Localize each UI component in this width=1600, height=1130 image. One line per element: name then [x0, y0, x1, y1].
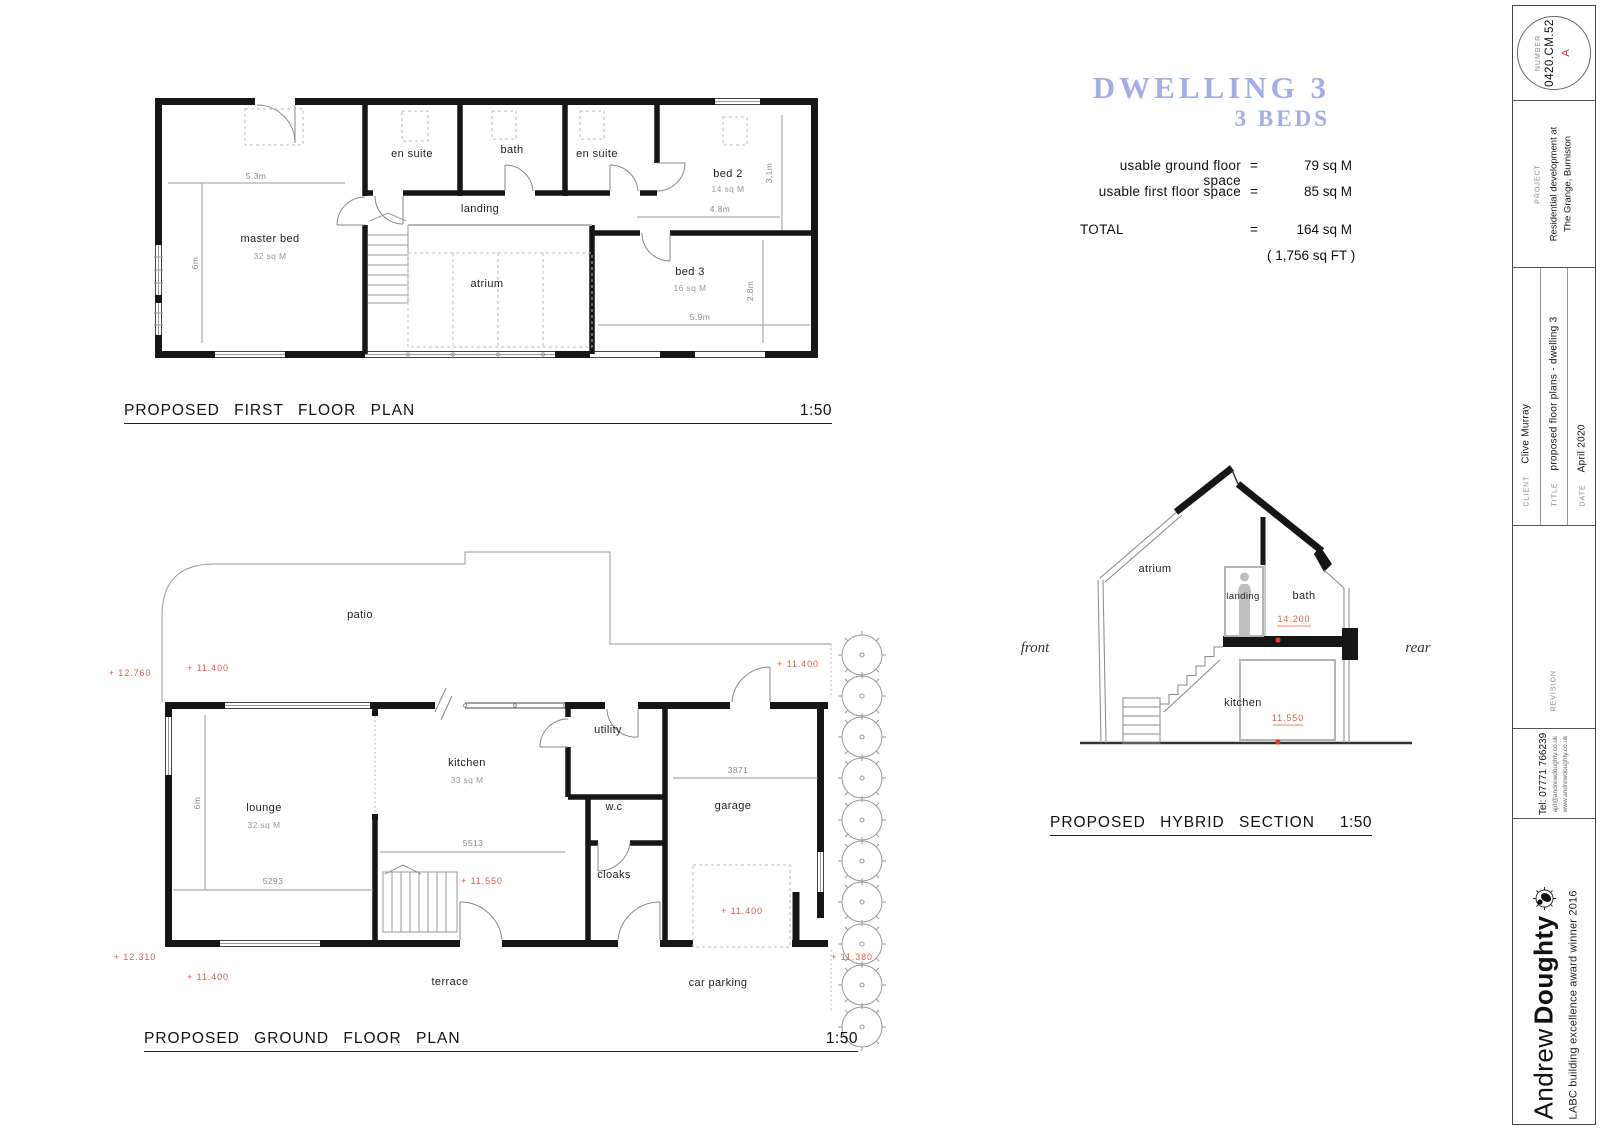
person-silhouette	[1238, 573, 1251, 637]
area-row-ground	[1080, 158, 1352, 188]
ground-floor-plan-drawing	[90, 540, 900, 1050]
section-label-kitchen: kitchen	[1224, 697, 1262, 709]
first-floor-plan-title	[124, 402, 832, 424]
bee-icon	[1531, 885, 1557, 911]
section-label-front: front	[1020, 640, 1050, 656]
plan-scale: 1:50	[1339, 814, 1372, 831]
dim-master-width: 5.3m	[245, 171, 267, 181]
date-column	[1568, 268, 1595, 525]
total-value: 164 sq M	[1296, 222, 1352, 237]
plan-scale: 1:50	[799, 402, 832, 419]
level-marker: + 11.400	[187, 663, 229, 673]
level-marker: + 11.380	[831, 952, 873, 962]
stairs-icon	[383, 865, 457, 932]
level-marker: + 11.550	[461, 876, 503, 886]
level-marker: + 12.310	[113, 952, 157, 962]
wall-post	[372, 710, 378, 716]
dwelling-subtitle: 3 BEDS	[1234, 106, 1330, 131]
spacer	[1080, 210, 1352, 222]
date-value: April 2020	[1576, 423, 1588, 472]
titleblock-contact-section	[1513, 729, 1595, 819]
room-area-bed3: 16 sq M	[673, 283, 707, 293]
drawing-title: proposed floor plans - dwelling 3	[1548, 316, 1560, 470]
level-dot	[1275, 739, 1280, 744]
revision-label: REVISION	[1550, 670, 1558, 712]
room-label-lounge: lounge	[246, 802, 282, 814]
level-marker: 11.550	[1271, 713, 1305, 723]
area-row-total	[1080, 222, 1352, 248]
title-block	[1512, 5, 1596, 1125]
website-url: www.andrewdoughty.co.uk	[1561, 735, 1569, 812]
area-row-feet	[1080, 248, 1356, 274]
total-feet-value: ( 1,756 sq FT )	[1267, 248, 1356, 263]
room-label-garage: garage	[714, 800, 752, 812]
section-label-rear: rear	[1405, 640, 1431, 656]
titleblock-logo-section	[1513, 819, 1595, 1124]
drawing-number: 0420.CM.52	[1544, 19, 1557, 87]
equals-sign: =	[1250, 184, 1258, 199]
dim-lounge-width: 5293	[262, 876, 284, 886]
room-area-bed2: 14 sq M	[711, 184, 745, 194]
room-label-utility: utility	[594, 724, 622, 736]
dim-master-height: 6m	[190, 256, 200, 270]
room-label-atrium: atrium	[470, 278, 504, 290]
room-label-bath: bath	[500, 144, 524, 156]
area-schedule	[1080, 158, 1356, 274]
section-label-atrium: atrium	[1138, 563, 1172, 575]
room-area-master-bed: 32 sq M	[253, 251, 287, 261]
room-label-bed2: bed 2	[713, 168, 743, 180]
ridge-step	[1232, 470, 1238, 484]
titleblock-number-section	[1513, 6, 1595, 101]
revision-mark: A	[1560, 49, 1573, 57]
room-label-kitchen: kitchen	[448, 757, 486, 769]
section-label-bath: bath	[1292, 590, 1316, 602]
architect-logo	[1527, 824, 1562, 1119]
level-dot	[1275, 637, 1280, 642]
glazed-front	[1098, 511, 1182, 743]
room-area-kitchen: 33 sq M	[450, 775, 484, 785]
area-row-first	[1080, 184, 1352, 210]
fixture-outline	[245, 109, 747, 145]
dimension-line	[168, 115, 810, 343]
roof	[1176, 468, 1322, 551]
dim-bed2-height: 3.1m	[764, 162, 774, 184]
area-label: usable ground floor space	[1119, 158, 1241, 188]
wall-break-icon	[435, 688, 452, 720]
titleblock-revision-section	[1513, 526, 1595, 729]
plan-scale: 1:50	[825, 1030, 858, 1047]
drawing-title-label: TITLE	[1551, 481, 1559, 506]
level-marker: + 12.760	[108, 668, 152, 678]
room-label-wc: w.c	[605, 801, 623, 813]
atrium-void-outline	[408, 253, 592, 347]
room-label-cloaks: cloaks	[597, 869, 631, 881]
plan-title-text: PROPOSED HYBRID SECTION	[1050, 814, 1315, 831]
section-label-landing: landing	[1226, 591, 1260, 602]
dim-bed3-width: 5.9m	[689, 312, 711, 322]
wall-post	[372, 814, 378, 820]
plan-title-text: PROPOSED GROUND FLOOR PLAN	[144, 1030, 461, 1047]
email-address: ajd@andrewdoughty.co.uk	[1551, 735, 1559, 812]
project-name-line2: The Grange, Burniston	[1562, 135, 1574, 233]
client-column	[1513, 268, 1541, 525]
room-label-master-bed: master bed	[240, 233, 300, 245]
logo-first-name: Andrew	[1528, 1027, 1559, 1119]
area-label: usable first floor space	[1098, 184, 1241, 199]
slab-bearing	[1342, 628, 1358, 660]
dim-garage-width: 3871	[727, 765, 749, 775]
date-label: DATE	[1579, 483, 1587, 506]
hybrid-section-drawing	[980, 440, 1440, 760]
room-label-patio: patio	[347, 609, 373, 621]
phone-number: Tel: 07771 766239	[1537, 732, 1549, 815]
level-marker: + 11.400	[777, 659, 819, 669]
room-label-car-parking: car parking	[688, 977, 748, 989]
dim-kitchen-width: 5513	[462, 838, 484, 848]
level-marker: + 11.400	[187, 972, 229, 982]
titleblock-project-section	[1513, 101, 1595, 268]
client-name: Clive Murray	[1520, 403, 1532, 464]
room-label-landing: landing	[460, 203, 500, 215]
number-label: NUMBER	[1535, 34, 1543, 72]
award-text: LABC building excellence award winner 2016	[1567, 889, 1580, 1119]
area-value: 85 sq M	[1303, 184, 1352, 199]
plan-title-text: PROPOSED FIRST FLOOR PLAN	[124, 402, 416, 419]
room-area-lounge: 32 sq M	[247, 820, 281, 830]
dwelling-title: DWELLING 3	[1092, 70, 1330, 105]
client-label: CLIENT	[1523, 475, 1531, 506]
room-label-ensuite-1: en suite	[391, 148, 433, 160]
total-label: TOTAL	[1080, 222, 1124, 237]
level-marker: + 11.400	[721, 906, 763, 916]
equals-sign: =	[1250, 222, 1258, 237]
ground-floor-plan-title	[144, 1030, 858, 1052]
dim-bed3-height: 2.8m	[745, 280, 755, 302]
logo-last-name: Doughty	[1528, 914, 1559, 1024]
first-floor-plan-drawing	[140, 85, 840, 375]
room-label-terrace: terrace	[431, 976, 469, 988]
area-value: 79 sq M	[1303, 158, 1352, 173]
titleblock-meta-section	[1513, 268, 1595, 526]
dim-bed2-width: 4.8m	[709, 204, 731, 214]
title-column	[1541, 268, 1569, 525]
tree-row	[838, 631, 886, 1051]
site-boundary	[162, 552, 831, 702]
stairs-icon	[368, 213, 408, 303]
equals-sign: =	[1250, 158, 1258, 173]
section-stairs	[1123, 647, 1223, 743]
floor-slab	[1223, 636, 1342, 647]
room-label-ensuite-2: en suite	[576, 148, 618, 160]
level-marker: 14.200	[1277, 614, 1311, 624]
dim-lounge-height: 6m	[192, 796, 202, 810]
project-name-line1: Residential development at	[1548, 126, 1560, 242]
project-label: PROJECT	[1534, 164, 1542, 204]
hybrid-section-title	[1050, 814, 1372, 836]
room-label-bed3: bed 3	[675, 266, 705, 278]
